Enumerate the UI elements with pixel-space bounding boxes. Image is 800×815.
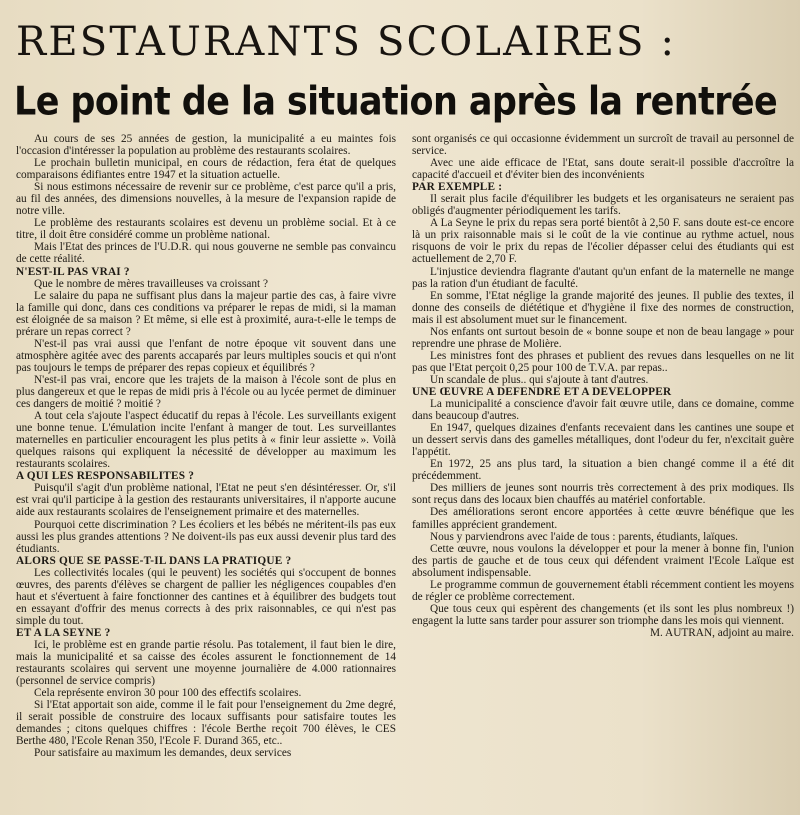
article-column-left (16, 133, 396, 759)
article-column-right (412, 133, 794, 639)
paragraph: Que tous ceux qui espèrent des changements (et ils sont les plus nombreux !) engagent la lutte sans tarder pour assurer son triomphe dans les mois qui viennent. (412, 602, 794, 627)
paragraph: Les ministres font des phrases et publient des revues dans lesquelles on ne lit pas que l'Etat perçoit 0,25 pour 100 de T.V.A. par repas.. (412, 349, 794, 374)
paragraph: Pourquoi cette discrimination ? Les écoliers et les bébés ne méritent-ils pas eux aussi les plus grandes attentions ? Ne doivent-ils pas eux aussi devenir plus tard des étudiants. (16, 518, 396, 555)
paragraph: A La Seyne le prix du repas sera porté bientôt à 2,50 F. sans doute est-ce encore là un prix raisonnable mais si le coût de la vie continue au rythme actuel, nous risquons de voir le prix du repas de l'écolier dépasser celui des étudiants qui est actuellement de 2,70 F. (412, 217, 794, 266)
paragraph: En 1972, 25 ans plus tard, la situation a bien changé comme il a été dit précédemment. (412, 458, 794, 483)
paragraph: Le prochain bulletin municipal, en cours de rédaction, fera état de quelques comparaisons édifiantes entre 1947 et la situation actuelle. (16, 157, 396, 182)
paragraph: Il serait plus facile d'équilibrer les budgets et les organisateurs ne seraient pas obligés d'augmenter périodiquement les tarifs. (412, 193, 794, 218)
paragraph: Ici, le problème est en grande partie résolu. Pas totalement, il faut bien le dire, mais la municipalité et sa caisse des écoles assurent le fonctionnement de 14 restaurants scolaires qui servent une moyenne journalière de 4.000 rationnaires (personnel de service compris) (16, 638, 396, 688)
paragraph: Si l'Etat apportait son aide, comme il le fait pour l'enseignement du 2me degré, il serait possible de construire des locaux suffisants pour satisfaire toutes les demandes ; citons quelques chiffres : l'école Berthe reçoit 700 élèves, le CES Berthe 480, l'Ecole Renan 350, l'Ecole F. Durand 365, etc.. (16, 699, 396, 748)
paragraph: N'est-il pas vrai, encore que les trajets de la maison à l'école sont de plus en plus dangereux et que le repas de midi pris à l'école ou au lycée permet de diminuer ces dangers de moitié ? moitié ? (16, 373, 396, 411)
paragraph: En somme, l'Etat néglige la grande majorité des jeunes. Il publie des textes, il donne des conseils de diététique et d'hygiène il fixe des normes de construction, mais il est absolument muet sur le financement. (412, 289, 794, 326)
paragraph: Cette œuvre, nous voulons la développer et pour la mener à bonne fin, l'union des partis de gauche et de tous ceux qui défendent vraiment l'Ecole Laïque est absolument indispensable. (412, 542, 794, 579)
section-heading: ET A LA SEYNE ? (16, 626, 111, 639)
paragraph: Des améliorations seront encore apportées à cette œuvre bénéfique que les familles apprécient grandement. (412, 506, 794, 531)
section-heading: A QUI LES RESPONSABILITES ? (16, 470, 195, 483)
paragraph: Le programme commun de gouvernement établi récemment contient les moyens de régler ce problème correctement. (412, 578, 794, 603)
author-signature: M. AUTRAN, adjoint au maire. (649, 626, 794, 639)
paragraph: Un scandale de plus.. qui s'ajoute à tant d'autres. (430, 373, 649, 386)
paragraph: Le problème des restaurants scolaires est devenu un problème social. Et à ce titre, il doit être considéré comme un problème national. (16, 217, 396, 242)
paragraph: Avec une aide efficace de l'Etat, sans doute serait-il possible d'accroître la capacité d'accueil et d'éviter bien des inconvénients (412, 157, 794, 182)
paragraph: Cela représente environ 30 pour 100 des effectifs scolaires. (34, 687, 302, 700)
paragraph: Le salaire du papa ne suffisant plus dans la majeur partie des cas, à faire vivre la famille qui donc, dans ces conditions va préparer le repas de midi, si la maman est éloignée de sa maison ? Et même, si elle est à proximité, aura-t-elle le temps de prérare un repas correct ? (16, 289, 396, 338)
paragraph: Puisqu'il s'agit d'un problème national, l'Etat ne peut s'en désintéresser. Or, s'il est vrai qu'il participe à la gestion des restaurants universitaires, il n'apporte aucune aide aux restaurants scolaires de l'enseignement primaire et des maternelles. (16, 482, 396, 519)
paragraph: Des milliers de jeunes sont nourris très correctement à des prix modiques. Ils sont reçus dans des locaux bien chauffés au matériel confortable. (412, 482, 794, 507)
paragraph: Que le nombre de mères travailleuses va croissant ? (34, 277, 269, 290)
paragraph: A tout cela s'ajoute l'aspect éducatif du repas à l'école. Les surveillants exigent une bonne tenue. L'émulation incite l'enfant à manger de tout. Les surveillantes maternelles en particulier encouragent les plus petits à « finir leur assiette ». Voilà quelques raisons qui expliquent la nécessité de développer au maximum les restaurants scolaires. (16, 410, 396, 471)
section-heading: ALORS QUE SE PASSE-T-IL DANS LA PRATIQUE ? (16, 554, 292, 567)
paragraph: L'injustice deviendra flagrante d'autant qu'un enfant de la maternelle ne mange pas la ration d'un étudiant de faculté. (412, 265, 794, 290)
section-heading: N'EST-IL PAS VRAI ? (16, 265, 130, 278)
paragraph: Nous y parviendrons avec l'aide de tous : parents, étudiants, laïques. (430, 530, 738, 543)
paragraph: sont organisés ce qui occasionne évidemment un surcroît de travail au personnel de service. (412, 133, 794, 158)
paragraph: Si nous estimons nécessaire de revenir sur ce problème, c'est parce qu'il a pris, au fil des années, des dimensions nouvelles, à la mesure de l'expansion rapide de notre ville. (16, 181, 396, 218)
article-kicker: RESTAURANTS SCOLAIRES : (16, 19, 677, 65)
paragraph: En 1947, quelques dizaines d'enfants recevaient dans les cantines une soupe et un dessert servis dans des gamelles métalliques, dont l'odeur du fer, n'excitait guère l'appétit. (412, 422, 794, 459)
paragraph: Mais l'Etat des princes de l'U.D.R. qui nous gouverne ne semble pas convaincu de cette réalité. (16, 241, 396, 266)
paragraph: N'est-il pas vrai aussi que l'enfant de notre époque vit souvent dans une atmosphère agitée avec des parents accaparés par leurs multiples soucis et qui n'ont pas toujours le temps de préparer des repas copieux et équilibrés ? (16, 337, 396, 374)
paragraph: Les collectivités locales (qui le peuvent) les sociétés qui s'occupent de bonnes œuvres, des parents d'élèves se chargent de pallier les négligences coupables d'en haut et s'évertuent à faire fonctionner des cantines et à équilibrer des budgets tout en essayant d'offrir des menus corrects à des prix raisonnables, ce qui n'est pas simple du tout. (16, 566, 396, 627)
paragraph: Pour satisfaire au maximum les demandes, deux services (34, 747, 292, 760)
paragraph: Au cours de ses 25 années de gestion, la municipalité a eu maintes fois l'occasion d'intéresser la population au problème des restaurants scolaires. (16, 133, 396, 158)
section-heading: UNE ŒUVRE A DEFENDRE ET A DEVELOPPER (412, 385, 672, 398)
paragraph: Nos enfants ont surtout besoin de « bonne soupe et non de beau langage » pour reprendre une phrase de Molière. (412, 325, 794, 350)
paragraph: La municipalité a conscience d'avoir fait œuvre utile, dans ce domaine, comme dans beaucoup d'autres. (412, 398, 794, 423)
section-heading: PAR EXEMPLE : (412, 181, 503, 194)
article-headline: Le point de la situation après la rentrée (14, 79, 778, 125)
